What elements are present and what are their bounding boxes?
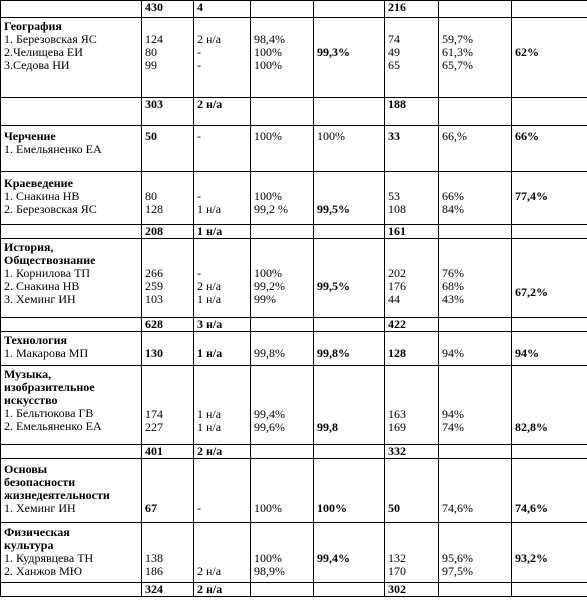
table-row-geography <box>1 18 587 98</box>
value: 124 <box>145 32 163 46</box>
subject-cell-geography <box>1 18 142 98</box>
subject-cell-history <box>1 239 142 318</box>
value: 59,7% <box>442 32 473 46</box>
value: 97,5% <box>442 564 473 578</box>
cell <box>1 225 142 239</box>
cell-total-failed: 4 <box>194 1 251 18</box>
teacher-name: 1. Емельяненко ЕА <box>4 142 102 156</box>
cell <box>314 445 385 459</box>
quality-cell <box>385 18 439 98</box>
value: 266 <box>145 266 163 280</box>
value: 95,6% <box>442 551 473 565</box>
value: 61,3% <box>442 45 473 59</box>
success-cell <box>251 366 314 445</box>
students-cell: 67 <box>142 459 194 523</box>
students-cell <box>142 366 194 445</box>
cell <box>1 1 142 18</box>
subject-cell-technology <box>1 332 142 366</box>
value: 100% <box>254 189 282 203</box>
cell <box>314 1 385 18</box>
value: 2 н/а <box>197 32 222 46</box>
success-cell <box>251 523 314 583</box>
teacher-name: 2.Челищева ЕИ <box>4 45 83 59</box>
success-cell <box>251 239 314 318</box>
cell <box>512 225 587 239</box>
failed-cell <box>194 18 251 98</box>
value: 74 <box>388 32 400 46</box>
cell <box>251 583 314 597</box>
quality-percent-cell <box>439 523 512 583</box>
teacher-name: 1. Кудрявцева ТН <box>4 551 94 565</box>
value: 1 н/а <box>197 420 222 434</box>
quality-cell <box>385 239 439 318</box>
avg-quality-cell: 93,2% <box>512 523 587 583</box>
total-failed: 2 н/а <box>194 445 251 459</box>
cell-total-quality: 216 <box>385 1 439 18</box>
subject-title: Обществознание <box>4 253 96 267</box>
students-cell <box>142 239 194 318</box>
quality-cell: 33 <box>385 126 439 172</box>
cell <box>512 318 587 332</box>
cell <box>1 98 142 126</box>
subject-title: Черчение <box>4 129 56 143</box>
failed-cell: - <box>194 459 251 523</box>
table-row-music-art <box>1 366 587 445</box>
value: 99 <box>145 58 157 72</box>
value: 170 <box>388 564 406 578</box>
teacher-name: 3.Седова НИ <box>4 58 70 72</box>
value: 49 <box>388 45 400 59</box>
total-quality: 302 <box>385 583 439 597</box>
avg-success-cell: 99,3% <box>314 18 385 98</box>
avg-success-cell: 99,5% <box>314 172 385 225</box>
value: - <box>197 45 201 59</box>
total-students: 401 <box>142 445 194 459</box>
cell <box>251 445 314 459</box>
value: 1 н/а <box>197 292 222 306</box>
quality-cell <box>385 523 439 583</box>
avg-success-cell: 99,8 <box>314 366 385 445</box>
table-row-music-art-total <box>1 445 587 459</box>
value: 186 <box>145 564 163 578</box>
cell <box>314 98 385 126</box>
value: 65 <box>388 58 400 72</box>
value: 99% <box>254 292 276 306</box>
students-cell: 130 <box>142 332 194 366</box>
cell <box>251 98 314 126</box>
value: 65,7% <box>442 58 473 72</box>
cell <box>439 583 512 597</box>
avg-quality-cell: 82,8% <box>512 366 587 445</box>
failed-cell <box>194 239 251 318</box>
cell <box>251 1 314 18</box>
success-cell: 100% <box>251 126 314 172</box>
subject-title: изобразительное <box>4 380 95 394</box>
cell <box>512 1 587 18</box>
avg-quality-cell: 62% <box>512 18 587 98</box>
avg-quality-cell: 94% <box>512 332 587 366</box>
cell <box>439 445 512 459</box>
value: 43% <box>442 292 464 306</box>
cell <box>439 98 512 126</box>
failed-cell <box>194 366 251 445</box>
total-students: 208 <box>142 225 194 239</box>
cell <box>1 445 142 459</box>
teacher-name: 1. Бельтюкова ГВ <box>4 406 94 420</box>
subject-title: Музыка, <box>4 367 52 381</box>
success-cell: 100% <box>251 459 314 523</box>
total-failed: 3 н/а <box>194 318 251 332</box>
subject-cell-life-safety <box>1 459 142 523</box>
value: 100% <box>254 45 282 59</box>
cell <box>314 225 385 239</box>
avg-success-cell: 99,8% <box>314 332 385 366</box>
value: 174 <box>145 407 163 421</box>
value: 169 <box>388 420 406 434</box>
value: 103 <box>145 292 163 306</box>
value: 53 <box>388 189 400 203</box>
value: 100% <box>254 551 282 565</box>
cell <box>512 583 587 597</box>
total-failed: 1 н/а <box>194 225 251 239</box>
failed-cell <box>194 523 251 583</box>
value: 99,2% <box>254 279 285 293</box>
value: 66% <box>442 189 464 203</box>
table-row-local-history-total <box>1 225 587 239</box>
total-quality: 188 <box>385 98 439 126</box>
value: 108 <box>388 202 406 216</box>
subject-title: безопасности <box>4 475 76 489</box>
total-students: 324 <box>142 583 194 597</box>
cell <box>512 98 587 126</box>
avg-success-cell: 100% <box>314 459 385 523</box>
subject-title: Основы <box>4 462 48 476</box>
teacher-name: 2. Емельяненко ЕА <box>4 419 102 433</box>
teacher-name: 1. Снакина НВ <box>4 189 80 203</box>
subject-cell-physical-education <box>1 523 142 583</box>
success-cell: 99,8% <box>251 332 314 366</box>
students-cell: 50 <box>142 126 194 172</box>
subject-cell-local-history <box>1 172 142 225</box>
cell <box>251 318 314 332</box>
failed-cell: - <box>194 126 251 172</box>
teacher-name: 1. Корнилова ТП <box>4 266 91 280</box>
subject-title: Технология <box>4 333 67 347</box>
value: 259 <box>145 279 163 293</box>
quality-cell: 50 <box>385 459 439 523</box>
value: 80 <box>145 45 157 59</box>
success-cell <box>251 18 314 98</box>
value: 128 <box>145 202 163 216</box>
value: 44 <box>388 292 400 306</box>
table-row-history <box>1 239 587 318</box>
value: 100% <box>254 266 282 280</box>
value: 2 н/а <box>197 564 222 578</box>
subject-title: Краеведение <box>4 176 73 190</box>
success-cell <box>251 172 314 225</box>
value: 100% <box>254 58 282 72</box>
value: 176 <box>388 279 406 293</box>
teacher-name: 3. Хеминг ИН <box>4 292 76 306</box>
cell <box>251 225 314 239</box>
value: 99,6% <box>254 420 285 434</box>
value: 138 <box>145 551 163 565</box>
cell <box>439 1 512 18</box>
value: 1 н/а <box>197 407 222 421</box>
students-cell <box>142 172 194 225</box>
failed-cell: 1 н/а <box>194 332 251 366</box>
value: 132 <box>388 551 406 565</box>
cell <box>512 445 587 459</box>
teacher-name: 1. Березовская ЯС <box>4 32 97 46</box>
quality-cell <box>385 172 439 225</box>
cell <box>439 318 512 332</box>
subject-title: искусство <box>4 393 58 407</box>
avg-success-cell: 99,5% <box>314 239 385 318</box>
value: 94% <box>442 407 464 421</box>
table-row-technology <box>1 332 587 366</box>
value: 84% <box>442 202 464 216</box>
total-failed: 2 н/а <box>194 583 251 597</box>
quality-percent-cell: 94% <box>439 332 512 366</box>
quality-cell <box>385 366 439 445</box>
value: - <box>197 189 201 203</box>
cell <box>1 318 142 332</box>
subject-cell-drawing <box>1 126 142 172</box>
teacher-name: 1. Хеминг ИН <box>4 501 76 515</box>
table-row-physical-education <box>1 523 587 583</box>
total-quality: 161 <box>385 225 439 239</box>
subject-title: жизнедеятельности <box>4 488 110 502</box>
avg-success-cell: 99,4% <box>314 523 385 583</box>
table-row-physical-education-total <box>1 583 587 597</box>
avg-success-cell: 100% <box>314 126 385 172</box>
cell <box>1 583 142 597</box>
failed-cell <box>194 172 251 225</box>
value: - <box>197 266 201 280</box>
total-quality: 332 <box>385 445 439 459</box>
value: 202 <box>388 266 406 280</box>
total-failed: 2 н/а <box>194 98 251 126</box>
total-students: 303 <box>142 98 194 126</box>
avg-quality-cell: 77,4% <box>512 172 587 225</box>
table-row-top-total <box>1 1 587 18</box>
total-quality: 422 <box>385 318 439 332</box>
teacher-name: 2. Березовская ЯС <box>4 202 97 216</box>
quality-percent-cell <box>439 172 512 225</box>
quality-percent-cell <box>439 366 512 445</box>
value: 99,4% <box>254 407 285 421</box>
students-cell <box>142 523 194 583</box>
table-row-drawing <box>1 126 587 172</box>
cell <box>439 225 512 239</box>
subject-title: Физическая <box>4 525 70 539</box>
subject-title: История, <box>4 240 54 254</box>
table-row-life-safety <box>1 459 587 523</box>
value: 80 <box>145 189 157 203</box>
value: 98,4% <box>254 32 285 46</box>
value: 2 н/а <box>197 279 222 293</box>
table-row-geography-total <box>1 98 587 126</box>
table-row-local-history <box>1 172 587 225</box>
teacher-name: 2. Снакина НВ <box>4 279 80 293</box>
quality-cell: 128 <box>385 332 439 366</box>
teacher-name: 2. Ханжов МЮ <box>4 564 83 578</box>
quality-percent-cell: 66,% <box>439 126 512 172</box>
cell <box>314 318 385 332</box>
subject-title: культура <box>4 538 54 552</box>
value: 227 <box>145 420 163 434</box>
subject-title: География <box>4 19 62 33</box>
cell <box>314 583 385 597</box>
avg-quality-cell: 74,6% <box>512 459 587 523</box>
value: 76% <box>442 266 464 280</box>
value: 163 <box>388 407 406 421</box>
avg-quality-cell: 67,2% <box>512 239 587 318</box>
value: 98,9% <box>254 564 285 578</box>
total-students: 628 <box>142 318 194 332</box>
teacher-name: 1. Макарова МП <box>4 346 89 360</box>
avg-quality-cell: 66% <box>512 126 587 172</box>
students-cell <box>142 18 194 98</box>
value: - <box>197 58 201 72</box>
quality-percent-cell <box>439 239 512 318</box>
subject-cell-music-art <box>1 366 142 445</box>
value: 99,2 % <box>254 202 288 216</box>
quality-percent-cell: 74,6% <box>439 459 512 523</box>
value: 68% <box>442 279 464 293</box>
quality-percent-cell <box>439 18 512 98</box>
cell-total-students: 430 <box>142 1 194 18</box>
value: 74% <box>442 420 464 434</box>
value: 1 н/а <box>197 202 222 216</box>
table-row-history-total <box>1 318 587 332</box>
